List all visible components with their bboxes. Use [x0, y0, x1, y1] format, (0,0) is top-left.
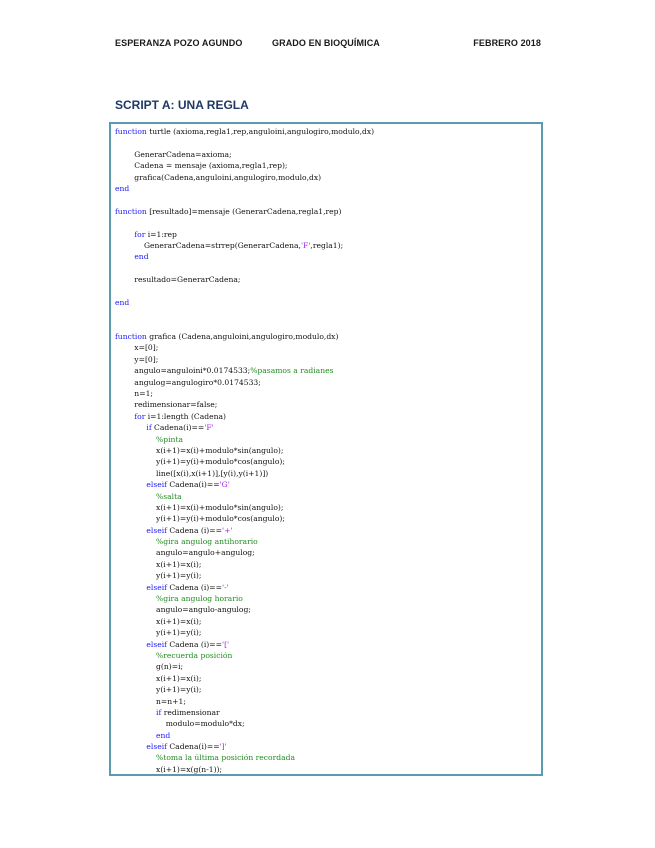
- code-token: angulo=angulo+angulog;: [115, 548, 255, 558]
- code-token: [115, 435, 156, 444]
- code-line: [115, 149, 539, 160]
- code-token: grafica (Cadena,anguloini,angulogiro,modulo,dx): [146, 332, 339, 342]
- code-line: [115, 308, 539, 319]
- code-token: %toma la última posición recordada: [156, 753, 296, 763]
- code-line: [115, 354, 539, 365]
- code-token: %salta: [156, 491, 182, 501]
- header-date: FEBRERO 2018: [473, 38, 541, 48]
- code-token: %gira angulog antihorario: [156, 537, 258, 547]
- code-token: i=1:rep: [145, 229, 177, 239]
- code-token: turtle (axioma,regla1,rep,anguloini,angulogiro,modulo,dx): [146, 127, 375, 136]
- header-degree: GRADO EN BIOQUÍMICA: [272, 38, 380, 48]
- code-listing: [115, 126, 539, 775]
- code-token: function: [115, 206, 147, 216]
- code-line: [115, 274, 539, 285]
- code-token: x(i+1)=x(g(n-1));: [115, 764, 223, 774]
- code-token: g(n)=i;: [115, 662, 184, 672]
- code-line: [115, 445, 539, 456]
- code-token: Cadena = mensaje (axioma,regla1,rep);: [115, 161, 288, 171]
- code-line: [115, 718, 539, 729]
- code-line: [115, 604, 539, 615]
- code-token: [115, 742, 146, 751]
- code-token: 'F': [204, 423, 214, 433]
- code-token: x(i+1)=x(i);: [115, 673, 202, 683]
- code-line: [115, 764, 539, 775]
- code-token: x=[0];: [115, 343, 159, 353]
- code-token: end: [156, 730, 171, 740]
- code-token: elseif: [146, 525, 167, 535]
- code-line: [115, 593, 539, 604]
- code-token: [115, 412, 134, 421]
- code-token: Cadena(i)==: [166, 742, 220, 752]
- code-token: x(i+1)=x(i);: [115, 616, 202, 626]
- code-token: [115, 753, 156, 762]
- code-token: %recuerda posición: [156, 650, 233, 660]
- code-line: [115, 661, 539, 672]
- code-token: angulog=angulogiro*0.0174533;: [115, 377, 261, 387]
- code-token: n=1;: [115, 388, 153, 398]
- code-token: 'F': [300, 240, 311, 250]
- code-line: [115, 502, 539, 513]
- code-line: [115, 263, 539, 274]
- code-token: [115, 640, 146, 649]
- code-token: y=[0];: [115, 354, 159, 364]
- code-line: [115, 559, 539, 570]
- code-token: x(i+1)=x(i);: [115, 559, 202, 569]
- code-line: [115, 137, 539, 148]
- code-token: angulo=anguloini*0.0174533;: [115, 366, 251, 376]
- code-token: y(i+1)=y(i);: [115, 628, 202, 638]
- code-line: [115, 616, 539, 627]
- page-header: [115, 38, 541, 52]
- code-line: [115, 513, 539, 524]
- code-line: [115, 752, 539, 763]
- code-token: [115, 492, 156, 501]
- code-token: y(i+1)=y(i);: [115, 685, 202, 695]
- code-line: [115, 456, 539, 467]
- code-token: ']': [219, 742, 227, 752]
- code-line: [115, 285, 539, 296]
- code-token: elseif: [146, 582, 167, 592]
- code-line: [115, 297, 539, 308]
- code-token: for: [134, 411, 146, 421]
- code-token: elseif: [146, 639, 167, 649]
- code-line: [115, 251, 539, 262]
- code-token: 'G': [219, 480, 230, 490]
- code-token: x(i+1)=x(i)+modulo*sin(angulo);: [115, 502, 284, 512]
- code-token: [115, 526, 146, 535]
- code-token: modulo=modulo*dx;: [115, 719, 245, 729]
- code-line: [115, 320, 539, 331]
- code-token: elseif: [146, 480, 167, 490]
- code-token: end: [134, 252, 149, 262]
- code-token: y(i+1)=y(i)+modulo*cos(angulo);: [115, 514, 285, 524]
- code-line: [115, 217, 539, 228]
- code-token: [resultado]=mensaje (GenerarCadena,regla1,rep): [146, 206, 342, 216]
- code-line: [115, 684, 539, 695]
- code-line: [115, 240, 539, 251]
- code-line: [115, 434, 539, 445]
- code-line: [115, 399, 539, 410]
- code-token: [115, 537, 156, 546]
- code-token: i=1:length (Cadena): [145, 411, 226, 421]
- code-line: [115, 377, 539, 388]
- code-token: end: [115, 297, 130, 307]
- code-token: GenerarCadena=strrep(GenerarCadena,: [115, 240, 301, 250]
- code-line: [115, 730, 539, 741]
- code-token: end: [115, 183, 130, 193]
- code-line: [115, 741, 539, 752]
- code-line: [115, 547, 539, 558]
- code-token: y(i+1)=y(i);: [115, 571, 202, 581]
- code-token: '-': [221, 582, 229, 592]
- code-token: Cadena (i)==: [166, 639, 222, 649]
- code-line: [115, 194, 539, 205]
- code-line: [115, 422, 539, 433]
- header-author: ESPERANZA POZO AGUNDO: [115, 38, 243, 48]
- code-token: [115, 423, 146, 432]
- code-line: [115, 570, 539, 581]
- code-token: [115, 651, 156, 660]
- code-line: [115, 468, 539, 479]
- code-token: '[': [221, 639, 230, 649]
- code-line: [115, 525, 539, 536]
- code-line: [115, 183, 539, 194]
- code-token: if: [156, 707, 162, 717]
- code-line: [115, 673, 539, 684]
- code-token: for: [134, 229, 146, 239]
- code-token: redimensionar=false;: [115, 400, 218, 410]
- code-line: [115, 388, 539, 399]
- code-token: resultado=GenerarCadena;: [115, 275, 241, 285]
- code-token: [115, 583, 146, 592]
- code-line: [115, 331, 539, 342]
- code-line: [115, 126, 539, 137]
- code-token: x(i+1)=x(i)+modulo*sin(angulo);: [115, 445, 284, 455]
- code-token: y(i+1)=y(i)+modulo*cos(angulo);: [115, 457, 285, 467]
- code-token: Cadena(i)==: [166, 480, 220, 490]
- code-line: [115, 206, 539, 217]
- code-token: Cadena (i)==: [166, 582, 222, 592]
- code-token: grafica(Cadena,anguloini,angulogiro,modulo,dx): [115, 172, 322, 182]
- code-token: [115, 731, 156, 740]
- code-line: [115, 229, 539, 240]
- code-token: line([x(i),x(i+1)],[y(i),y(i+1)]): [115, 468, 269, 478]
- code-token: redimensionar: [161, 707, 220, 717]
- code-line: [115, 479, 539, 490]
- code-line: [115, 582, 539, 593]
- code-token: elseif: [146, 742, 167, 752]
- code-token: function: [115, 332, 147, 342]
- code-line: [115, 639, 539, 650]
- code-token: [115, 230, 134, 239]
- code-line: [115, 650, 539, 661]
- code-line: [115, 365, 539, 376]
- code-token: [115, 708, 156, 717]
- code-token: '+': [221, 525, 233, 535]
- code-line: [115, 536, 539, 547]
- code-line: [115, 342, 539, 353]
- code-token: n=n+1;: [115, 696, 186, 706]
- code-token: %pinta: [156, 434, 184, 444]
- code-line: [115, 491, 539, 502]
- code-token: %pasamos a radianes: [250, 366, 334, 376]
- code-token: Cadena(i)==: [151, 423, 205, 433]
- code-token: GenerarCadena=axioma;: [115, 149, 232, 159]
- code-line: [115, 707, 539, 718]
- code-token: ,regla1);: [310, 240, 344, 250]
- code-line: [115, 696, 539, 707]
- code-token: [115, 480, 146, 489]
- code-line: [115, 627, 539, 638]
- code-token: angulo=angulo-angulog;: [115, 605, 251, 615]
- code-token: %gira angulog horario: [156, 594, 243, 604]
- code-token: function: [115, 127, 147, 136]
- section-title: SCRIPT A: UNA REGLA: [115, 98, 249, 112]
- code-token: if: [146, 423, 152, 433]
- code-listing-box: [109, 122, 543, 776]
- code-token: Cadena (i)==: [166, 525, 222, 535]
- code-token: [115, 252, 134, 261]
- code-line: [115, 411, 539, 422]
- code-line: [115, 160, 539, 171]
- code-token: [115, 594, 156, 603]
- code-line: [115, 172, 539, 183]
